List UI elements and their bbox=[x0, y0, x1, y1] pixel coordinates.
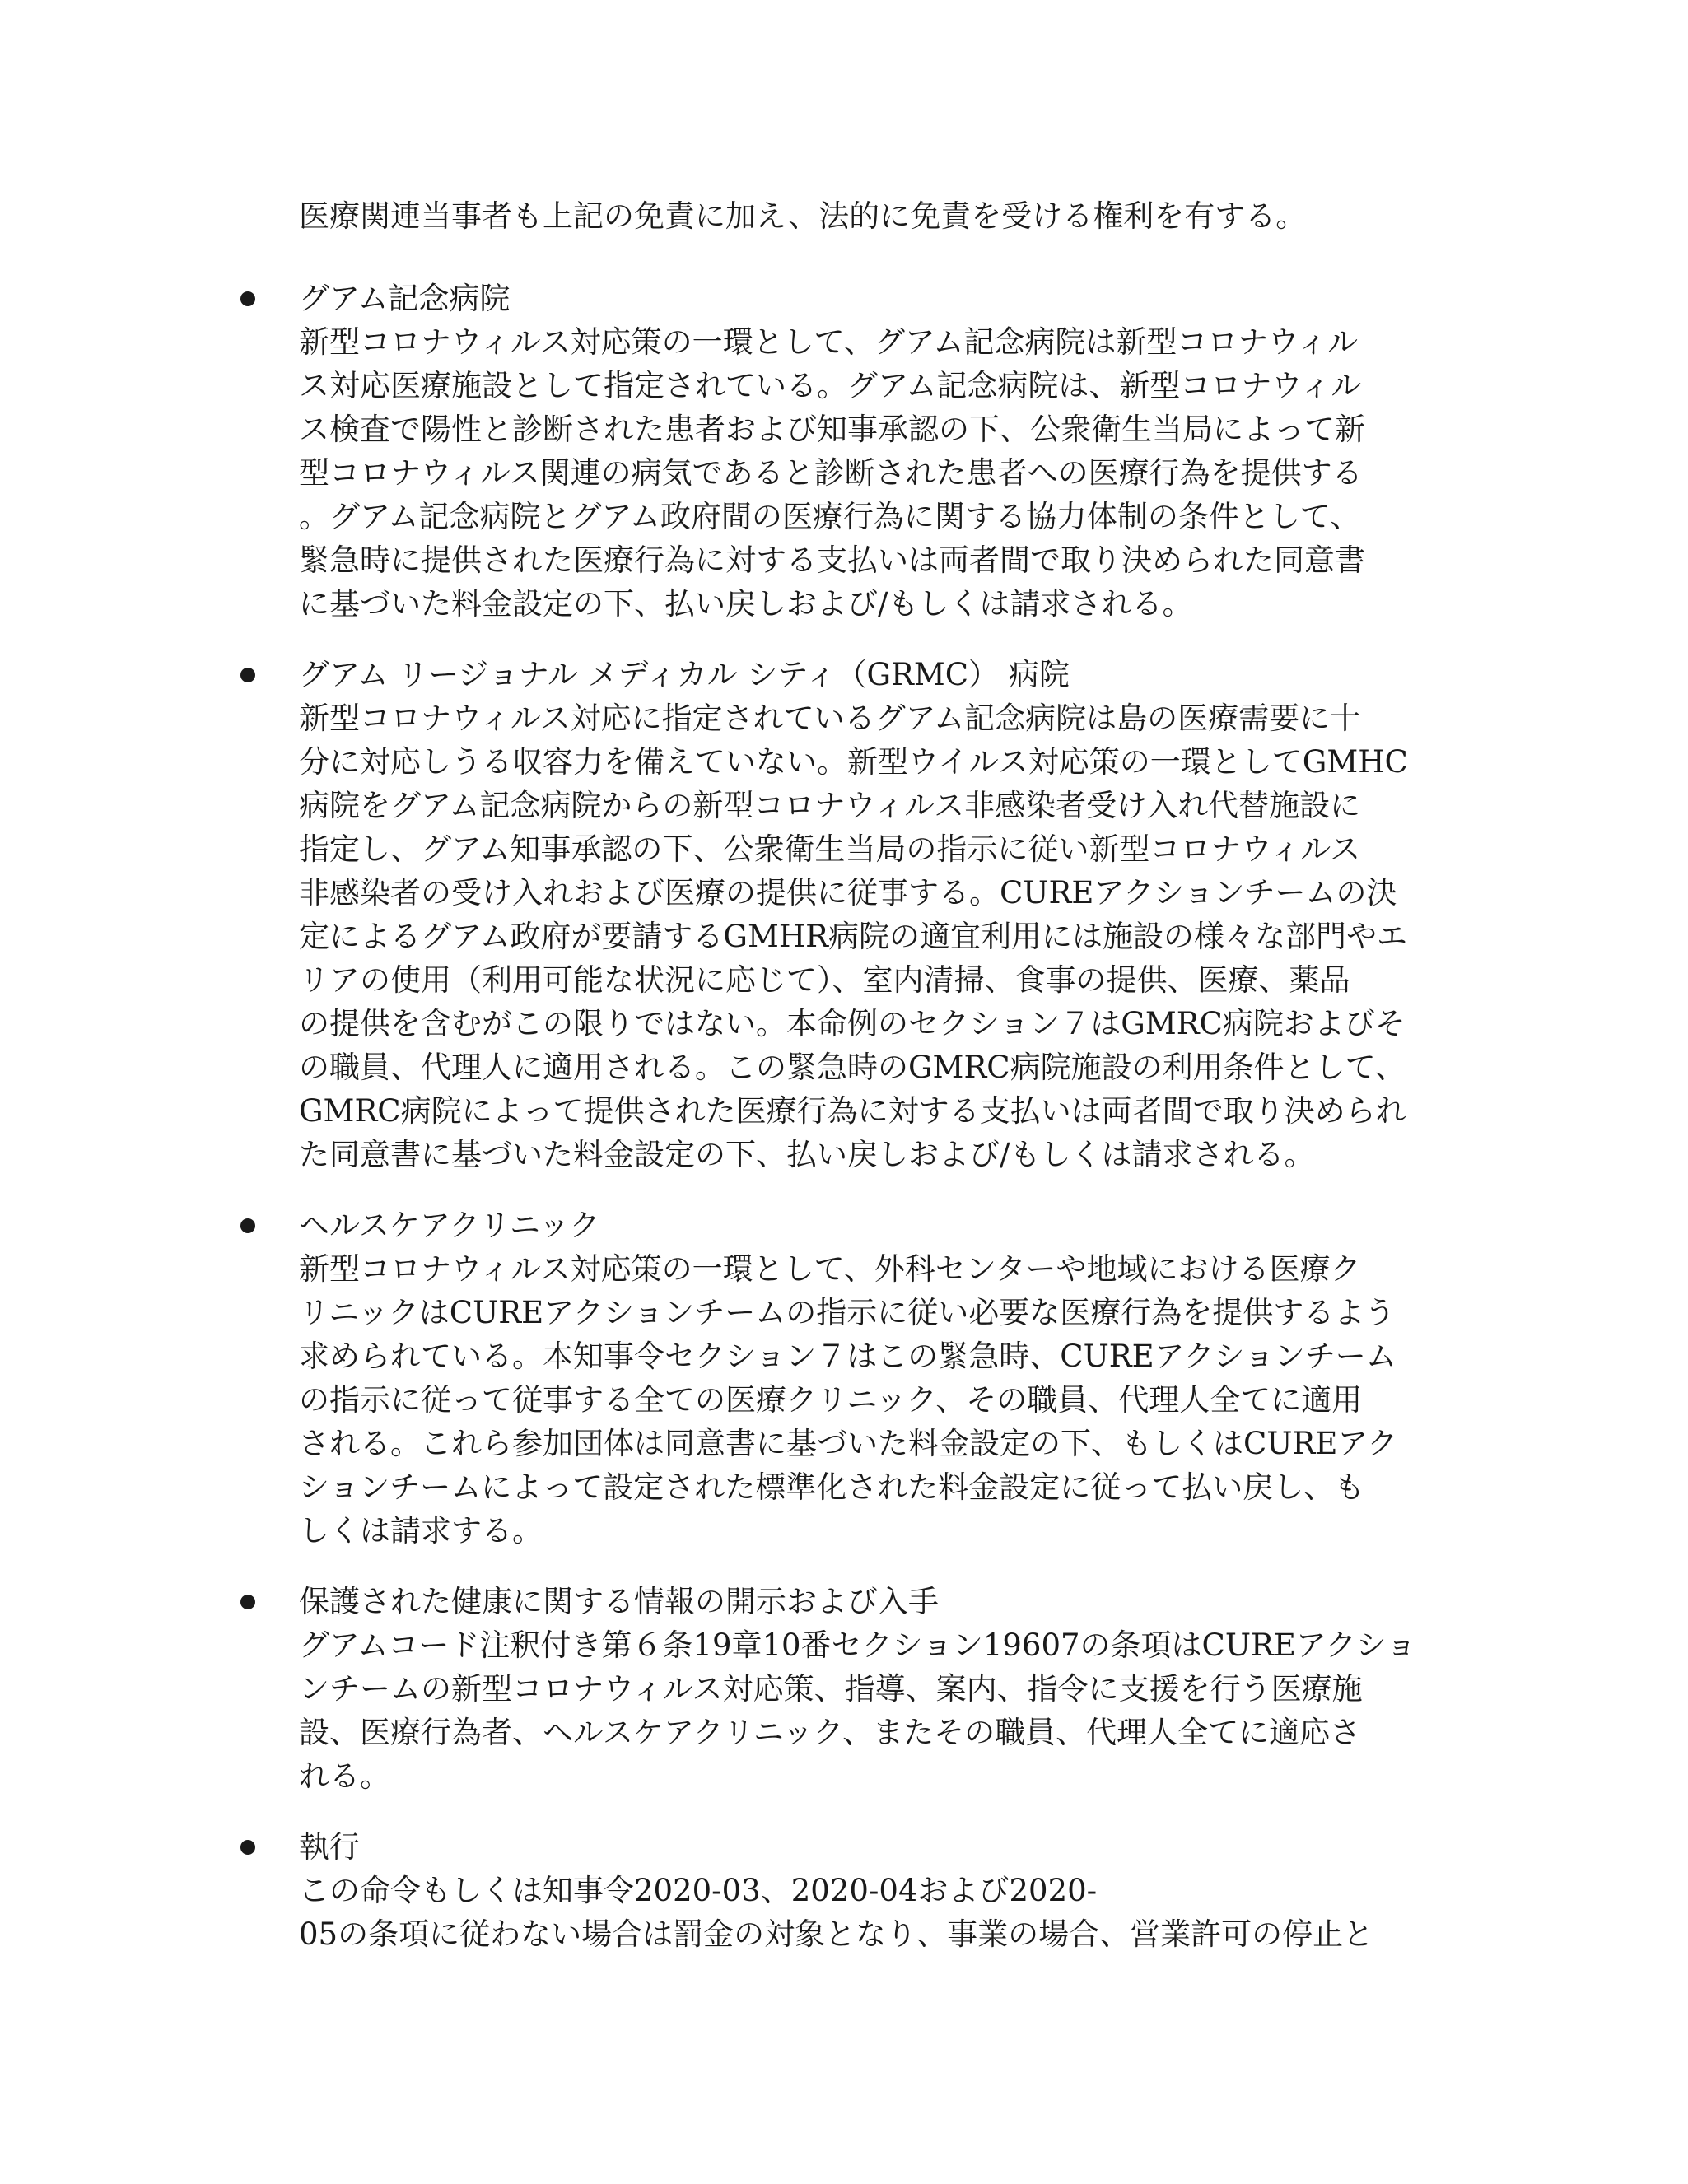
section-heading: グアム リージョナル メディカル シティ（GRMC） 病院 bbox=[299, 657, 1070, 692]
section-line: 。グアム記念病院とグアム政府間の医療行為に関する協力体制の条件として、 bbox=[299, 499, 1361, 534]
section-line: 新型コロナウィルス対応に指定されているグアム記念病院は島の医療需要に十 bbox=[299, 701, 1361, 736]
section-line: リアの使用（利用可能な状況に応じて）、室内清掃、食事の提供、医療、薬品 bbox=[299, 962, 1350, 998]
section-heading: ヘルスケアクリニック bbox=[299, 1208, 600, 1243]
section-line: の提供を含むがこの限りではない。本命例のセクション７はGMRC病院およびそ bbox=[299, 1006, 1406, 1041]
section-line: の指示に従って従事する全ての医療クリニック、その職員、代理人全てに適用 bbox=[299, 1382, 1363, 1418]
section-line: GMRC病院によって提供された医療行為に対する支払いは両者間で取り決められ bbox=[299, 1093, 1406, 1129]
section-line: 新型コロナウィルス対応策の一環として、グアム記念病院は新型コロナウィル bbox=[299, 324, 1359, 360]
bullet-icon bbox=[240, 1595, 255, 1609]
section-line: 非感染者の受け入れおよび医療の提供に従事する。CUREアクションチームの決 bbox=[299, 875, 1397, 910]
section-line: 定によるグアム政府が要請するGMHR病院の適宜利用には施設の様々な部門やエ bbox=[299, 919, 1407, 954]
section-line: 型コロナウィルス関連の病気であると診断された患者への医療行為を提供する bbox=[299, 455, 1363, 491]
section-line: される。これら参加団体は同意書に基づいた料金設定の下、もしくはCUREアク bbox=[299, 1426, 1398, 1461]
bullet-icon bbox=[240, 668, 255, 682]
section-line: の職員、代理人に適用される。この緊急時のGMRC病院施設の利用条件として、 bbox=[299, 1050, 1406, 1085]
bullet-icon bbox=[240, 1218, 255, 1233]
section-line: 新型コロナウィルス対応策の一環として、外科センターや地域における医療ク bbox=[299, 1251, 1361, 1287]
section-line: 設、医療行為者、ヘルスケアクリニック、またその職員、代理人全てに適応さ bbox=[299, 1715, 1361, 1750]
section-line: に基づいた料金設定の下、払い戻しおよび/もしくは請求される。 bbox=[299, 586, 1193, 622]
section-heading: 保護された健康に関する情報の開示および入手 bbox=[299, 1584, 939, 1619]
section-line: た同意書に基づいた料金設定の下、払い戻しおよび/もしくは請求される。 bbox=[299, 1137, 1315, 1172]
section-heading: グアム記念病院 bbox=[299, 281, 511, 316]
section-heading: 執行 bbox=[299, 1829, 360, 1865]
section-line: ス検査で陽性と診断された患者および知事承認の下、公衆衛生当局によって新 bbox=[299, 412, 1365, 447]
section-line: グアムコード注釈付き第６条19章10番セクション19607の条項はCUREアクショ bbox=[299, 1628, 1417, 1663]
section-line: 緊急時に提供された医療行為に対する支払いは両者間で取り決められた同意書 bbox=[299, 543, 1365, 578]
section-line: リニックはCUREアクションチームの指示に従い必要な医療行為を提供するよう bbox=[299, 1295, 1396, 1330]
section-line: しくは請求する。 bbox=[299, 1513, 543, 1548]
section-line: この命令もしくは知事令2020-03、2020-04および2020- bbox=[299, 1873, 1098, 1908]
section-line: 指定し、グアム知事承認の下、公衆衛生当局の指示に従い新型コロナウィルス bbox=[299, 831, 1361, 867]
intro-line: 医療関連当事者も上記の免責に加え、法的に免責を受ける権利を有する。 bbox=[299, 198, 1307, 234]
bullet-icon bbox=[240, 1840, 255, 1855]
bullet-icon bbox=[240, 291, 255, 306]
section-line: ンチームの新型コロナウィルス対応策、指導、案内、指令に支援を行う医療施 bbox=[299, 1671, 1363, 1707]
section-line: 05の条項に従わない場合は罰金の対象となり、事業の場合、営業許可の停止と bbox=[299, 1916, 1374, 1952]
section-line: 病院をグアム記念病院からの新型コロナウィルス非感染者受け入れ代替施設に bbox=[299, 788, 1361, 823]
section-line: 分に対応しうる収容力を備えていない。新型ウイルス対応策の一環としてGMHC bbox=[299, 744, 1408, 780]
section-line: ス対応医療施設として指定されている。グアム記念病院は、新型コロナウィル bbox=[299, 368, 1362, 403]
section-line: ションチームによって設定された標準化された料金設定に従って払い戻し、も bbox=[299, 1469, 1365, 1505]
section-line: れる。 bbox=[299, 1758, 390, 1794]
section-line: 求められている。本知事令セクション７はこの緊急時、CUREアクションチーム bbox=[299, 1339, 1397, 1374]
